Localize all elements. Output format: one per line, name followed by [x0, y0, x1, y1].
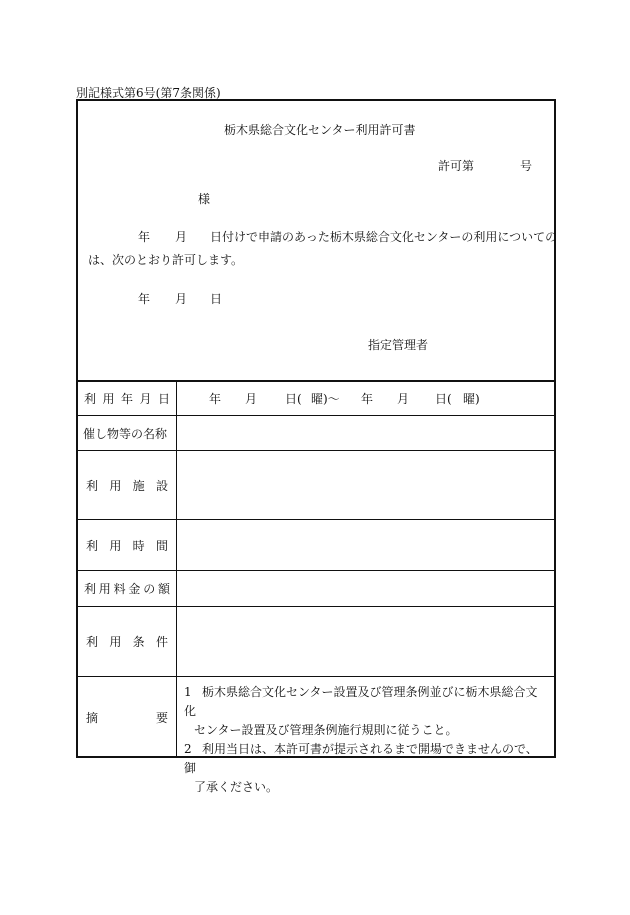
date-to-month: 月	[397, 392, 410, 406]
remark-number: 2	[184, 742, 192, 756]
date-from-day: 日(	[285, 392, 302, 406]
remark-number: 1	[184, 685, 192, 699]
label-char: 月	[139, 392, 152, 406]
date-from-weekday: 曜)〜	[311, 392, 340, 406]
label-char: 額	[157, 582, 170, 596]
label-char: 利	[84, 582, 97, 596]
label-text: 催し物等の名称	[83, 426, 168, 441]
label-char: 用	[109, 478, 122, 493]
date-from-month: 月	[245, 392, 258, 406]
body-year: 年	[138, 230, 151, 244]
remark-item-2	[184, 740, 548, 778]
remark-text: 利用当日は、本許可書が提示されるまで開場できませんので、御	[184, 742, 538, 775]
label-char: 摘	[86, 711, 99, 725]
usage-fee-field[interactable]	[177, 571, 554, 606]
remark-item-1-continued: センター設置及び管理条例施行規則に従うこと。	[194, 723, 458, 737]
label-usage-fee	[78, 571, 176, 606]
label-char: 要	[155, 711, 168, 725]
body-month: 月	[175, 230, 188, 244]
remarks-content	[184, 683, 548, 797]
date-to-year: 年	[361, 392, 374, 406]
remark-text: 栃木県総合文化センター設置及び管理条例並びに栃木県総合文化	[184, 685, 538, 718]
label-char: 時	[132, 538, 145, 553]
label-char: 条	[132, 635, 145, 649]
label-char: 施	[132, 478, 145, 493]
label-char: 間	[155, 538, 168, 553]
issue-date-day: 日	[210, 292, 223, 306]
date-from-year: 年	[209, 392, 222, 406]
label-facility	[78, 451, 176, 519]
usage-conditions-field[interactable]	[177, 607, 554, 676]
label-char: 用	[102, 392, 115, 406]
body-line-2: は、次のとおり許可します。	[88, 253, 244, 267]
usage-time-field[interactable]	[177, 520, 554, 570]
label-usage-date	[78, 382, 176, 415]
label-char: 利	[84, 392, 97, 406]
label-char: 利	[86, 538, 99, 553]
label-remarks	[78, 677, 176, 758]
permit-number-suffix: 号	[520, 159, 533, 173]
body-line-1: 日付けで申請のあった栃木県総合文化センターの利用についての	[210, 230, 558, 244]
event-name-field[interactable]	[177, 416, 554, 450]
form-caption: 別記様式第6号(第7条関係)	[76, 86, 221, 100]
label-char: 料	[113, 582, 126, 596]
label-char: 日	[157, 392, 170, 406]
label-char: 用	[98, 582, 111, 596]
label-char: 件	[155, 635, 168, 649]
label-usage-conditions	[78, 607, 176, 676]
addressee-honorific: 様	[198, 192, 211, 206]
date-to-weekday: 曜)	[463, 392, 480, 406]
permit-form	[76, 99, 558, 794]
label-char: 用	[109, 538, 122, 553]
designated-manager: 指定管理者	[368, 338, 429, 352]
label-usage-time	[78, 520, 176, 570]
date-to-day: 日(	[435, 392, 452, 406]
label-char: 利	[86, 478, 99, 493]
permit-header-section	[78, 101, 558, 381]
remark-item-2-continued: 了承ください。	[194, 780, 279, 794]
label-char: 用	[109, 635, 122, 649]
label-char: 設	[155, 478, 168, 493]
label-event-name	[78, 416, 176, 450]
issue-date-month: 月	[175, 292, 188, 306]
label-char: の	[143, 582, 156, 596]
document-title: 栃木県総合文化センター利用許可書	[224, 123, 416, 137]
issue-date-year: 年	[138, 292, 151, 306]
label-char: 金	[128, 582, 141, 596]
label-char: 利	[86, 635, 99, 649]
usage-date-field[interactable]	[177, 382, 554, 415]
label-char: 年	[120, 392, 133, 406]
remark-item-1	[184, 683, 548, 721]
facility-field[interactable]	[177, 451, 554, 519]
permit-number-prefix: 許可第	[438, 159, 475, 173]
